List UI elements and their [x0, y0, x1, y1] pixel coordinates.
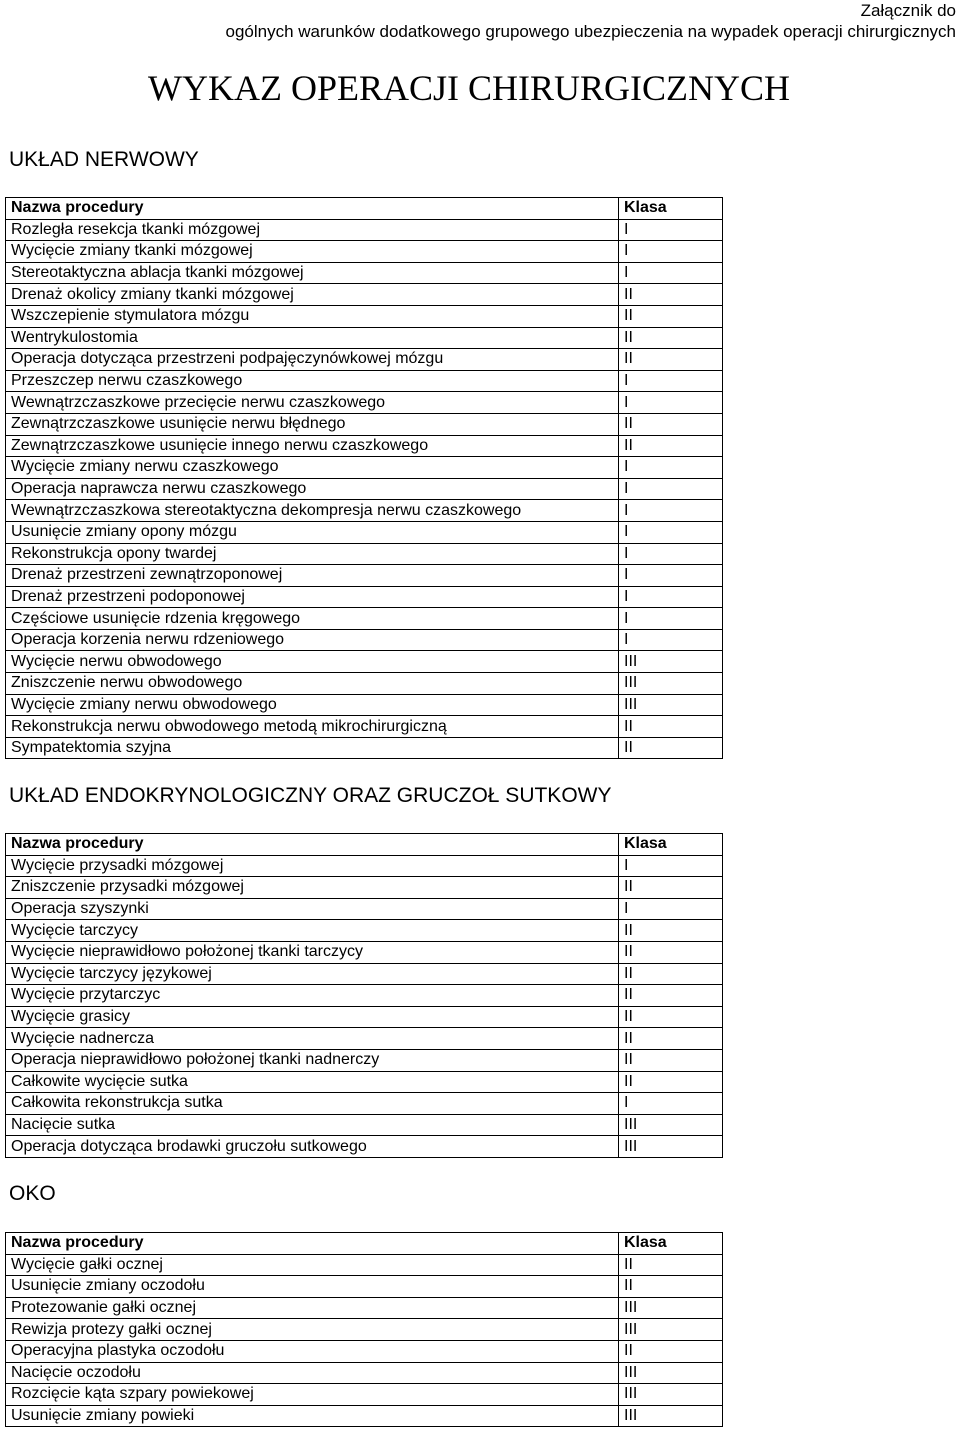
procedure-class-cell: II [619, 716, 723, 738]
procedure-name-cell: Operacja naprawcza nerwu czaszkowego [6, 478, 619, 500]
procedure-name-cell: Rozcięcie kąta szpary powiekowej [6, 1384, 619, 1406]
procedure-name-cell: Wycięcie nerwu obwodowego [6, 651, 619, 673]
procedure-name-cell: Nacięcie sutka [6, 1114, 619, 1136]
table-row [6, 941, 723, 963]
procedure-class-cell: I [619, 457, 723, 479]
procedure-name-cell: Operacja szyszynki [6, 898, 619, 920]
table-row [6, 457, 723, 479]
procedure-class-cell: III [619, 1136, 723, 1158]
procedure-name-cell: Stereotaktyczna ablacja tkanki mózgowej [6, 262, 619, 284]
table-row [6, 500, 723, 522]
table-row [6, 855, 723, 877]
table-row [6, 543, 723, 565]
procedure-name-cell: Operacyjna plastyka oczodołu [6, 1340, 619, 1362]
table-row [6, 435, 723, 457]
procedure-class-cell: I [619, 478, 723, 500]
table-row [6, 1254, 723, 1276]
table-header-row [6, 1233, 723, 1255]
procedure-class-cell: II [619, 1071, 723, 1093]
table-row [6, 1405, 723, 1427]
table-row [6, 1093, 723, 1115]
column-header-procedure-name: Nazwa procedury [6, 1233, 619, 1255]
procedure-class-cell: I [619, 608, 723, 630]
table-row [6, 219, 723, 241]
procedure-name-cell: Operacja nieprawidłowo położonej tkanki nadnerczy [6, 1049, 619, 1071]
procedure-name-cell: Operacja korzenia nerwu rdzeniowego [6, 629, 619, 651]
table-row [6, 629, 723, 651]
procedure-class-cell: I [619, 1093, 723, 1115]
procedure-name-cell: Wycięcie zmiany nerwu czaszkowego [6, 457, 619, 479]
procedure-class-cell: II [619, 1049, 723, 1071]
procedure-class-cell: I [619, 586, 723, 608]
procedure-name-cell: Przeszczep nerwu czaszkowego [6, 370, 619, 392]
column-header-procedure-name: Nazwa procedury [6, 834, 619, 856]
procedure-name-cell: Wycięcie przysadki mózgowej [6, 855, 619, 877]
procedure-class-cell: II [619, 1276, 723, 1298]
table-row [6, 1136, 723, 1158]
table-row [6, 413, 723, 435]
table-row [6, 1006, 723, 1028]
procedure-class-cell: I [619, 392, 723, 414]
procedure-name-cell: Zniszczenie przysadki mózgowej [6, 877, 619, 899]
procedure-name-cell: Całkowita rekonstrukcja sutka [6, 1093, 619, 1115]
procedure-name-cell: Wycięcie gałki ocznej [6, 1254, 619, 1276]
procedure-class-cell: III [619, 1384, 723, 1406]
table-row [6, 262, 723, 284]
procedure-name-cell: Protezowanie gałki ocznej [6, 1297, 619, 1319]
procedure-class-cell: III [619, 1362, 723, 1384]
table-row [6, 305, 723, 327]
procedure-class-cell: I [619, 565, 723, 587]
procedure-class-cell: II [619, 327, 723, 349]
procedure-name-cell: Wycięcie przytarczyc [6, 985, 619, 1007]
procedure-class-cell: III [619, 1114, 723, 1136]
procedure-name-cell: Usunięcie zmiany powieki [6, 1405, 619, 1427]
procedure-class-cell: II [619, 1006, 723, 1028]
table-row [6, 673, 723, 695]
procedure-name-cell: Częściowe usunięcie rdzenia kręgowego [6, 608, 619, 630]
table-row [6, 349, 723, 371]
procedure-name-cell: Drenaż przestrzeni zewnątrzoponowej [6, 565, 619, 587]
table-row [6, 608, 723, 630]
table-row [6, 586, 723, 608]
table-row [6, 694, 723, 716]
procedure-class-cell: II [619, 877, 723, 899]
table-row [6, 392, 723, 414]
procedure-class-cell: II [619, 1340, 723, 1362]
procedure-class-cell: II [619, 413, 723, 435]
section-title-nervous: UKŁAD NERWOWY [9, 148, 199, 171]
procedure-name-cell: Sympatektomia szyjna [6, 737, 619, 759]
table-row [6, 1028, 723, 1050]
table-row [6, 1276, 723, 1298]
table-row [6, 565, 723, 587]
procedure-name-cell: Zewnątrzczaszkowe usunięcie nerwu błędnego [6, 413, 619, 435]
procedure-name-cell: Wycięcie nadnercza [6, 1028, 619, 1050]
procedure-name-cell: Drenaż przestrzeni podoponowej [6, 586, 619, 608]
table-row [6, 1049, 723, 1071]
attachment-note-line1: Załącznik do [860, 1, 956, 20]
procedure-name-cell: Wycięcie nieprawidłowo położonej tkanki tarczycy [6, 941, 619, 963]
procedure-class-cell: I [619, 262, 723, 284]
procedure-name-cell: Wycięcie zmiany tkanki mózgowej [6, 241, 619, 263]
table-row [6, 1297, 723, 1319]
procedure-name-cell: Rekonstrukcja opony twardej [6, 543, 619, 565]
table-header-row [6, 834, 723, 856]
attachment-note-line2: ogólnych warunków dodatkowego grupowego ubezpieczenia na wypadek operacji chirurgicznych [225, 22, 956, 41]
column-header-procedure-name: Nazwa procedury [6, 198, 619, 220]
procedures-table-eye [5, 1232, 723, 1427]
procedure-name-cell: Wycięcie tarczycy [6, 920, 619, 942]
section-title-endocrine: UKŁAD ENDOKRYNOLOGICZNY ORAZ GRUCZOŁ SUTKOWY [9, 784, 612, 807]
procedures-table-nervous [5, 197, 723, 759]
procedure-class-cell: III [619, 1297, 723, 1319]
table-row [6, 898, 723, 920]
procedure-name-cell: Usunięcie zmiany opony mózgu [6, 521, 619, 543]
table-row [6, 651, 723, 673]
procedure-class-cell: II [619, 963, 723, 985]
table-row [6, 478, 723, 500]
procedure-name-cell: Rewizja protezy gałki ocznej [6, 1319, 619, 1341]
procedure-name-cell: Wszczepienie stymulatora mózgu [6, 305, 619, 327]
section-title-eye: OKO [9, 1182, 56, 1205]
table-row [6, 1114, 723, 1136]
procedure-name-cell: Wentrykulostomia [6, 327, 619, 349]
procedure-class-cell: II [619, 349, 723, 371]
procedure-class-cell: I [619, 219, 723, 241]
table-row [6, 521, 723, 543]
table-row [6, 327, 723, 349]
procedure-class-cell: I [619, 898, 723, 920]
table-row [6, 1071, 723, 1093]
procedure-name-cell: Operacja dotycząca przestrzeni podpajęczynówkowej mózgu [6, 349, 619, 371]
procedure-name-cell: Wycięcie grasicy [6, 1006, 619, 1028]
column-header-class: Klasa [619, 198, 723, 220]
procedure-class-cell: III [619, 673, 723, 695]
procedure-class-cell: II [619, 920, 723, 942]
table-header-row [6, 198, 723, 220]
procedure-name-cell: Usunięcie zmiany oczodołu [6, 1276, 619, 1298]
procedure-class-cell: II [619, 305, 723, 327]
procedure-name-cell: Wewnątrzczaszkowe przecięcie nerwu czaszkowego [6, 392, 619, 414]
procedure-name-cell: Zewnątrzczaszkowe usunięcie innego nerwu czaszkowego [6, 435, 619, 457]
procedure-name-cell: Rozległa resekcja tkanki mózgowej [6, 219, 619, 241]
procedures-table-endocrine [5, 833, 723, 1158]
procedure-class-cell: II [619, 941, 723, 963]
column-header-class: Klasa [619, 834, 723, 856]
procedure-class-cell: I [619, 855, 723, 877]
procedure-class-cell: III [619, 694, 723, 716]
procedure-name-cell: Wewnątrzczaszkowa stereotaktyczna dekompresja nerwu czaszkowego [6, 500, 619, 522]
procedure-name-cell: Wycięcie zmiany nerwu obwodowego [6, 694, 619, 716]
table-row [6, 241, 723, 263]
procedure-class-cell: III [619, 1405, 723, 1427]
table-row [6, 920, 723, 942]
procedure-class-cell: II [619, 284, 723, 306]
procedure-name-cell: Zniszczenie nerwu obwodowego [6, 673, 619, 695]
procedure-name-cell: Rekonstrukcja nerwu obwodowego metodą mikrochirurgiczną [6, 716, 619, 738]
procedure-name-cell: Nacięcie oczodołu [6, 1362, 619, 1384]
table-row [6, 370, 723, 392]
procedure-class-cell: I [619, 370, 723, 392]
table-row [6, 1319, 723, 1341]
page-title: WYKAZ OPERACJI CHIRURGICZNYCH [148, 68, 791, 108]
procedure-class-cell: II [619, 985, 723, 1007]
table-row [6, 284, 723, 306]
table-row [6, 963, 723, 985]
attachment-note [56, 0, 956, 42]
table-row [6, 716, 723, 738]
procedure-name-cell: Operacja dotycząca brodawki gruczołu sutkowego [6, 1136, 619, 1158]
table-row [6, 1384, 723, 1406]
procedure-class-cell: I [619, 521, 723, 543]
procedure-name-cell: Wycięcie tarczycy językowej [6, 963, 619, 985]
procedure-name-cell: Całkowite wycięcie sutka [6, 1071, 619, 1093]
procedure-class-cell: II [619, 737, 723, 759]
procedure-class-cell: I [619, 500, 723, 522]
procedure-class-cell: II [619, 435, 723, 457]
procedure-name-cell: Drenaż okolicy zmiany tkanki mózgowej [6, 284, 619, 306]
procedure-class-cell: III [619, 651, 723, 673]
table-row [6, 737, 723, 759]
table-row [6, 1362, 723, 1384]
table-row [6, 1340, 723, 1362]
procedure-class-cell: I [619, 241, 723, 263]
table-row [6, 877, 723, 899]
procedure-class-cell: II [619, 1254, 723, 1276]
procedure-class-cell: III [619, 1319, 723, 1341]
column-header-class: Klasa [619, 1233, 723, 1255]
procedure-class-cell: I [619, 629, 723, 651]
procedure-class-cell: II [619, 1028, 723, 1050]
procedure-class-cell: I [619, 543, 723, 565]
table-row [6, 985, 723, 1007]
